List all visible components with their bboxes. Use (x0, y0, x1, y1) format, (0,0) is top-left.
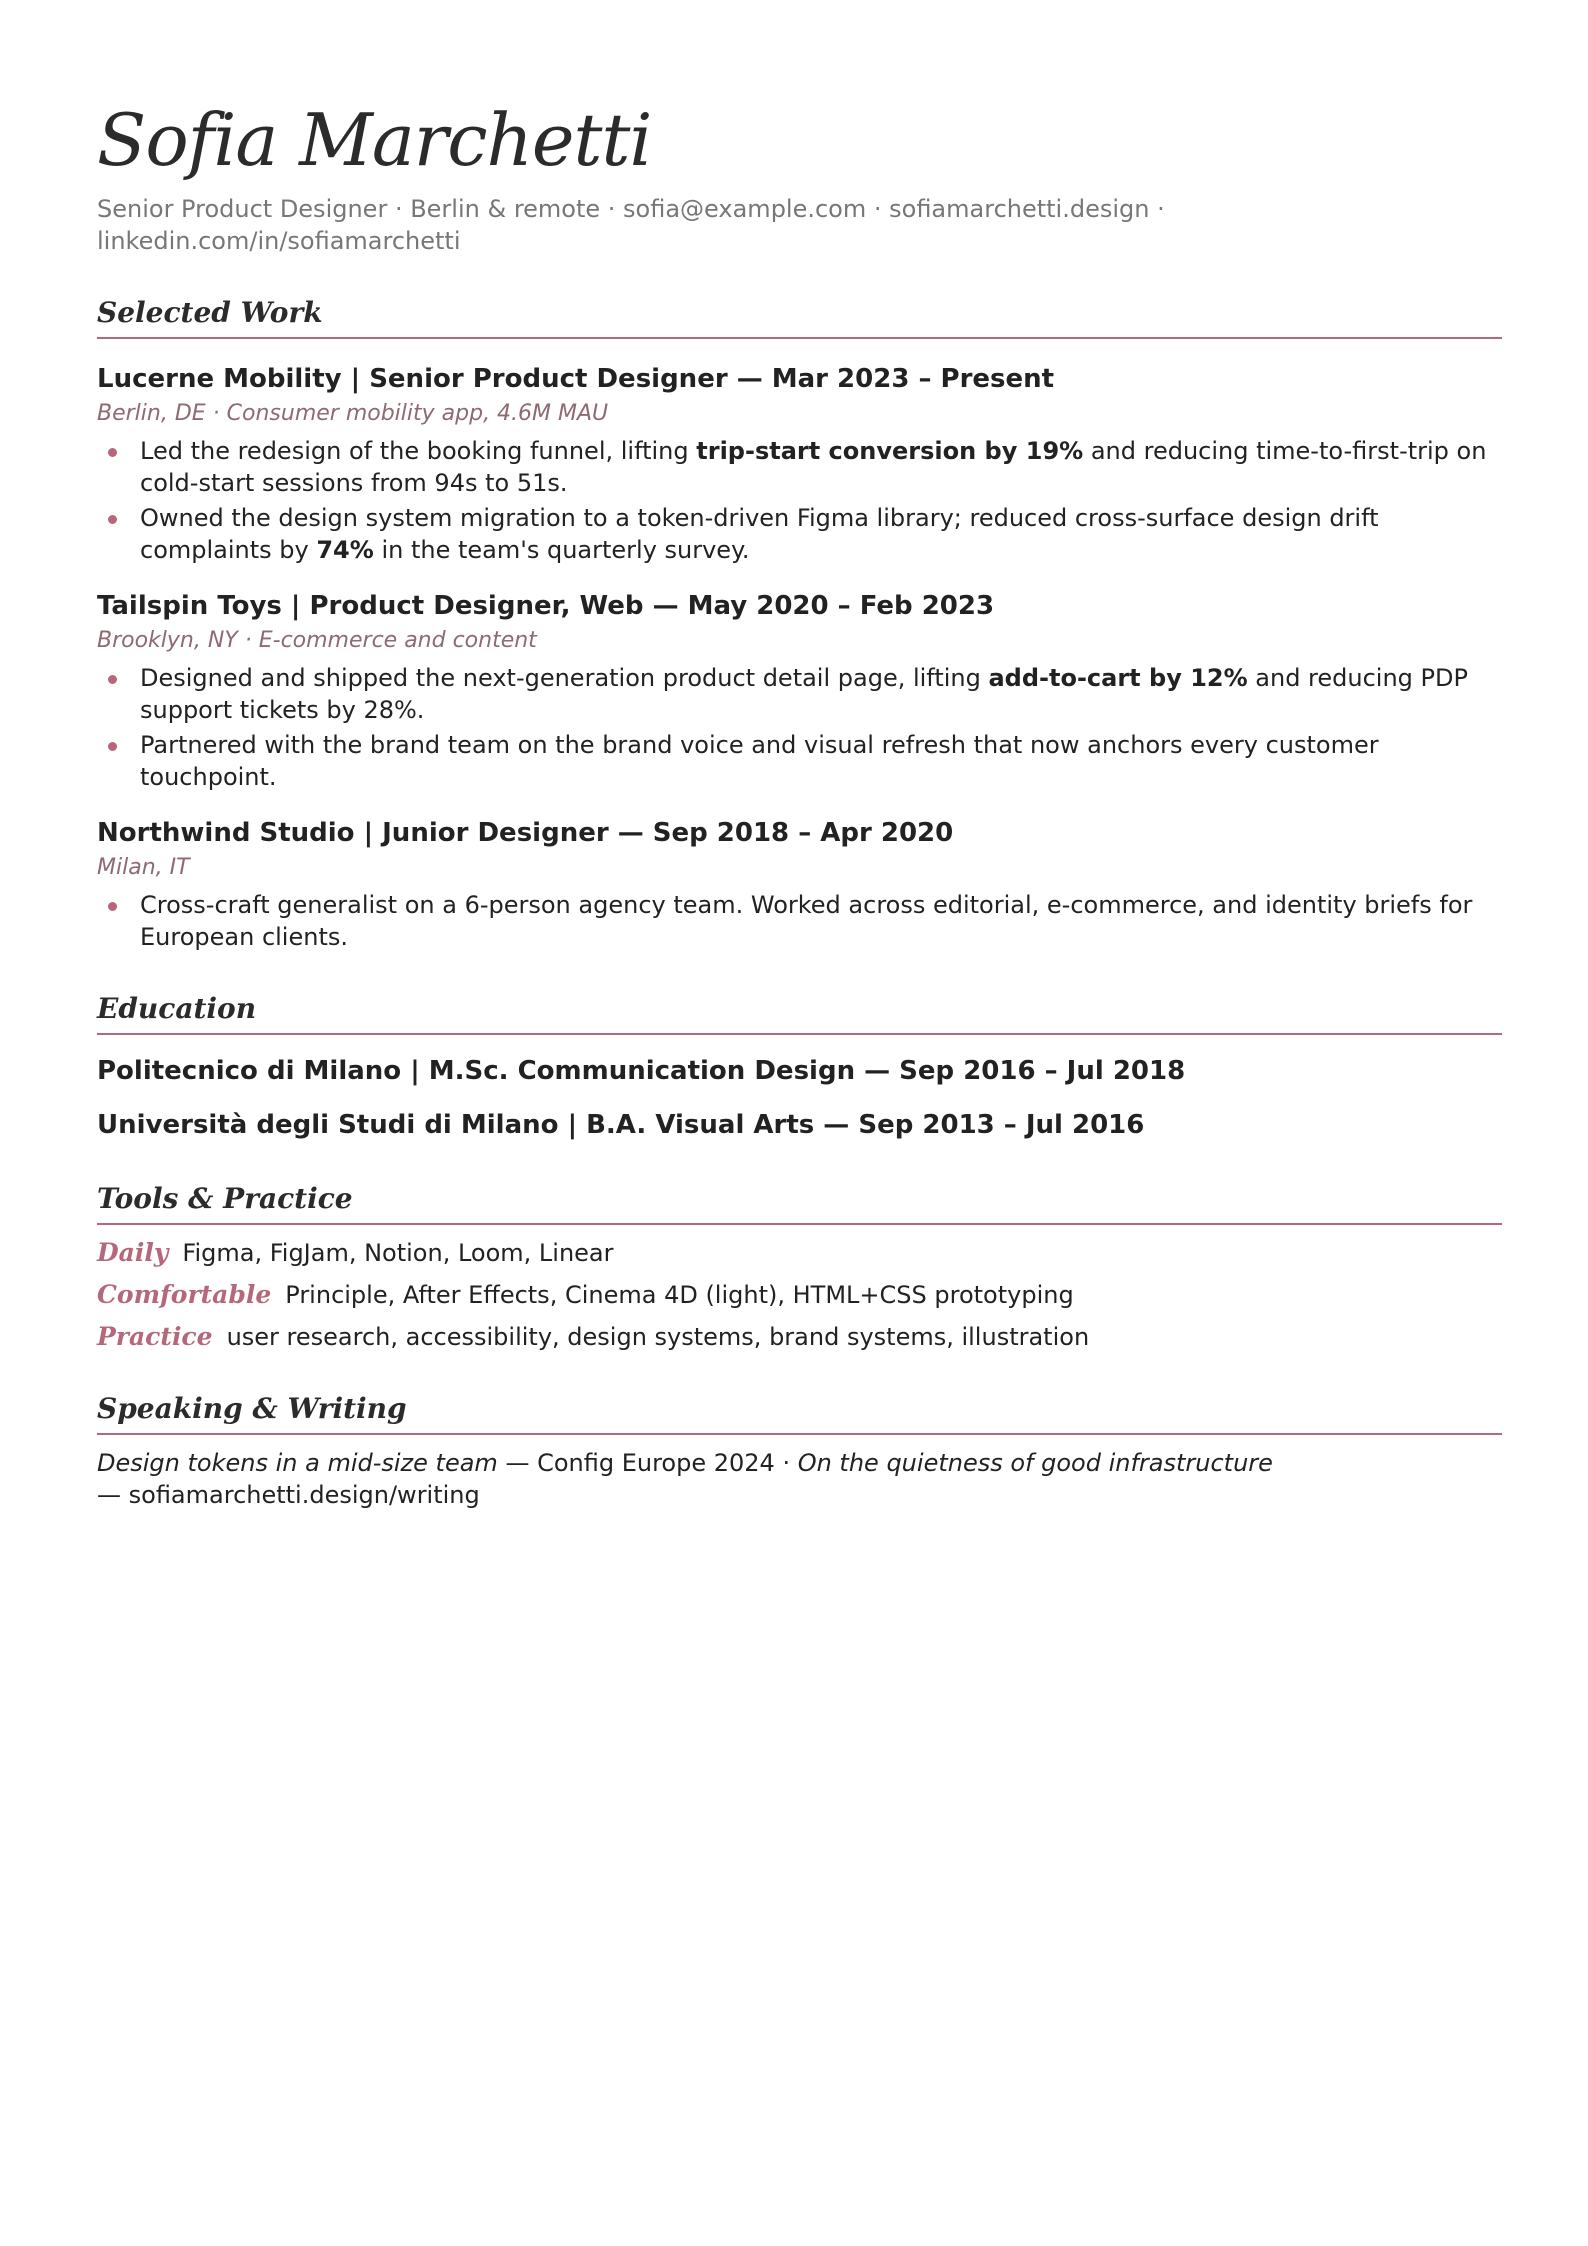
bullet-dot-icon (108, 515, 117, 524)
section-education (97, 991, 1502, 1143)
bullet-highlight: 74% (316, 536, 374, 564)
bullet-text: in the team's quarterly survey. (373, 536, 750, 564)
bullet-item (97, 435, 1502, 499)
section-tools (97, 1181, 1502, 1353)
talk-venue: — Config Europe 2024 · (497, 1449, 798, 1477)
bullet-text: Owned the design system migration to a token-driven Figma library; reduced cross-surface design drift complaints by (140, 504, 1379, 564)
bullet-highlight: add-to-cart by 12% (988, 664, 1248, 692)
bullet-item (97, 662, 1502, 726)
job-entry (97, 815, 1502, 953)
talk-title: Design tokens in a mid-size team (97, 1449, 498, 1477)
talks-list (97, 1447, 1297, 1511)
bullet-text: Partnered with the brand team on the brand voice and visual refresh that now anchors every customer touchpoint. (140, 731, 1379, 791)
job-entry (97, 361, 1502, 566)
talk-title: On the quietness of good infrastructure (797, 1449, 1273, 1477)
section-title-tools: Tools & Practice (97, 1181, 1502, 1225)
bullet-dot-icon (108, 742, 117, 751)
tools-list (97, 1237, 1502, 1353)
job-heading: Northwind Studio | Junior Designer — Sep 2018 – Apr 2020 (97, 818, 954, 848)
bullet-text: Cross-craft generalist on a 6-person agency team. Worked across editorial, e-commerce, and identity briefs for European clients. (140, 891, 1473, 951)
job-meta: Brooklyn, NY · E-commerce and content (97, 628, 537, 653)
bullet-text: and reducing time-to-first-trip on cold-start sessions from 94s to 51s. (140, 437, 1487, 497)
education-entry: Università degli Studi di Milano | B.A. Visual Arts — Sep 2013 – Jul 2016 (97, 1110, 1145, 1140)
contact-info (97, 193, 1237, 257)
job-bullets (97, 435, 1502, 566)
job-meta: Milan, IT (97, 855, 190, 880)
tool-value: Figma, FigJam, Notion, Loom, Linear (182, 1239, 614, 1267)
tool-label: Daily (97, 1238, 169, 1267)
bullet-dot-icon (108, 675, 117, 684)
job-bullets (97, 662, 1502, 793)
tool-label: Comfortable (97, 1280, 272, 1309)
bullet-dot-icon (108, 902, 117, 911)
bullet-text: Designed and shipped the next-generation product detail page, lifting (140, 664, 989, 692)
bullet-item (97, 889, 1502, 953)
education-entry: Politecnico di Milano | M.Sc. Communication Design — Sep 2016 – Jul 2018 (97, 1056, 1186, 1086)
contact-line-2: linkedin.com/in/sofiamarchetti (97, 227, 461, 255)
tool-row (97, 1237, 1502, 1269)
bullet-item (97, 729, 1502, 793)
job-heading: Lucerne Mobility | Senior Product Designer — Mar 2023 – Present (97, 364, 1055, 394)
talk-venue: — sofiamarchetti.design/writing (97, 1481, 480, 1509)
job-entry (97, 588, 1502, 793)
job-bullets (97, 889, 1502, 953)
tool-value: user research, accessibility, design systems, brand systems, illustration (226, 1323, 1090, 1351)
section-selected-work (97, 295, 1502, 953)
tool-label: Practice (97, 1322, 213, 1351)
tool-row (97, 1321, 1502, 1353)
section-title-education: Education (97, 991, 1502, 1035)
tool-row (97, 1279, 1502, 1311)
bullet-dot-icon (108, 448, 117, 457)
section-title-work: Selected Work (97, 295, 1502, 339)
resume-page (97, 95, 1502, 1511)
job-meta: Berlin, DE · Consumer mobility app, 4.6M MAU (97, 401, 609, 426)
bullet-highlight: trip-start conversion by 19% (696, 437, 1084, 465)
section-title-speaking: Speaking & Writing (97, 1391, 1502, 1435)
job-heading: Tailspin Toys | Product Designer, Web — May 2020 – Feb 2023 (97, 591, 995, 621)
tool-value: Principle, After Effects, Cinema 4D (light), HTML+CSS prototyping (285, 1281, 1074, 1309)
section-speaking (97, 1391, 1502, 1511)
contact-line-1: Senior Product Designer · Berlin & remote · sofia@example.com · sofiamarchetti.design · (97, 195, 1165, 223)
bullet-text: Led the redesign of the booking funnel, lifting (140, 437, 697, 465)
bullet-item (97, 502, 1502, 566)
candidate-name: Sofia Marchetti (97, 98, 652, 182)
bullet-text: and reducing PDP support tickets by 28%. (140, 664, 1468, 724)
